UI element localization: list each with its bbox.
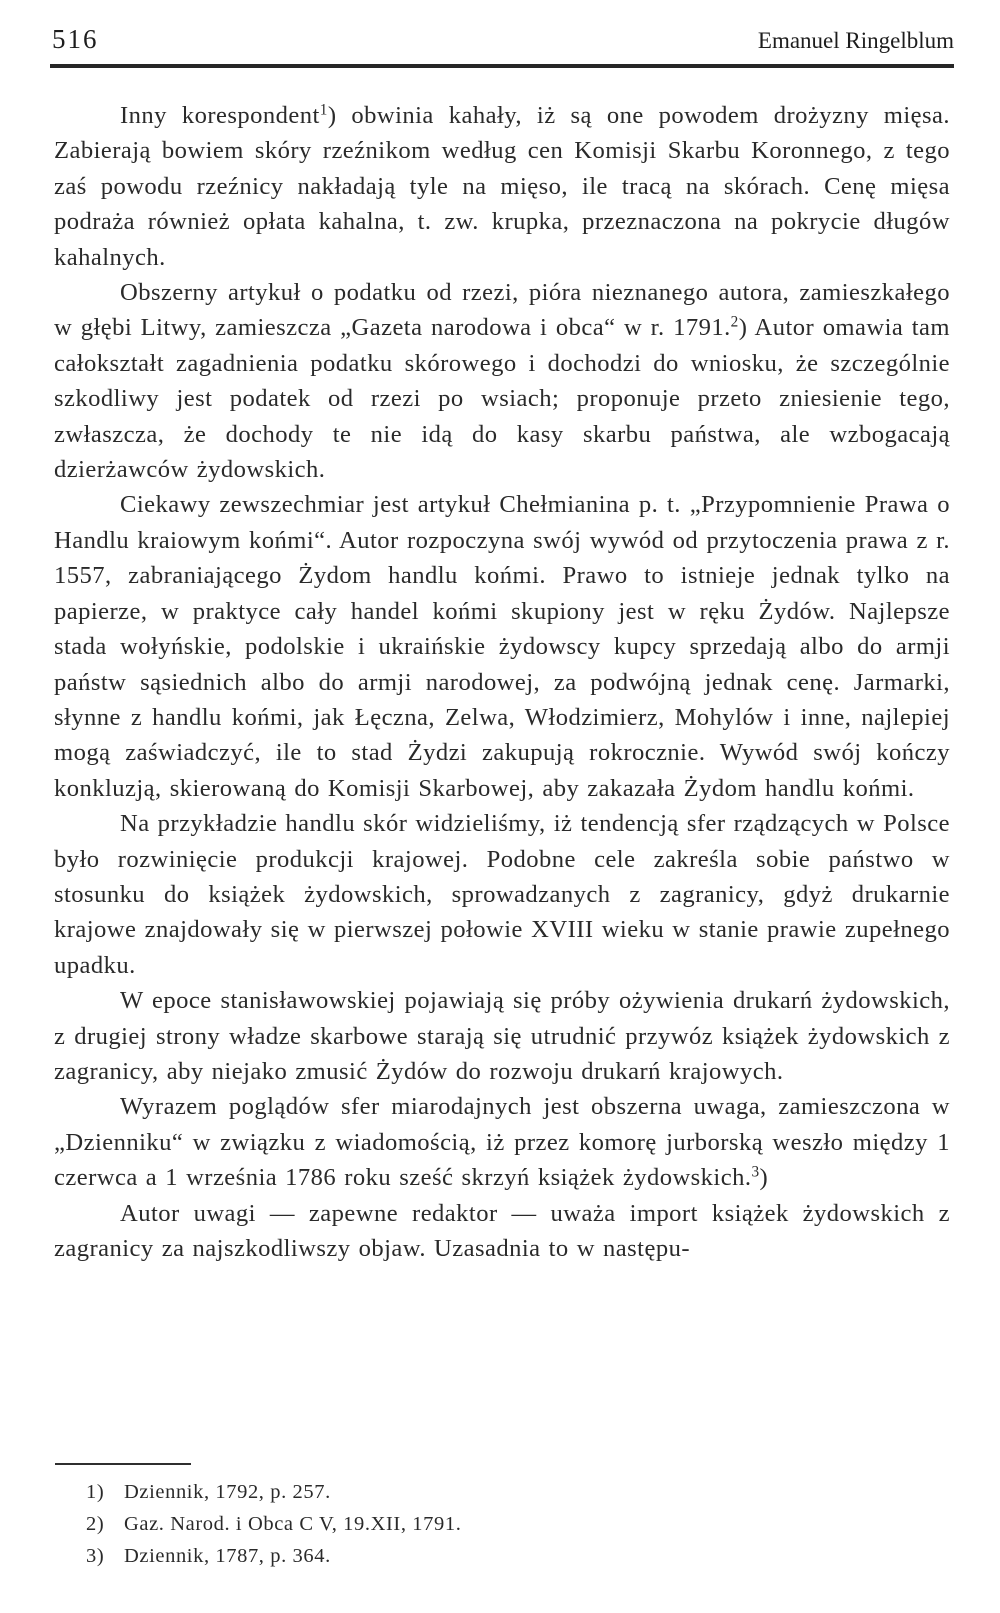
paragraph	[54, 98, 950, 275]
paragraph-text: Na przykładzie handlu skór widzieliśmy, iż tendencją sfer rządzących w Polsce było rozwinięcie produkcji krajowej. Podobne cele zakreśla sobie państwo w stosunku do książek żydowskich, sprowadzanych z zagranicy, gdyż drukarnie krajowe znajdowały się w pierwszej połowie XVIII wieku w stanie prawie zupełnego upadku.	[54, 810, 950, 979]
book-page	[46, 0, 956, 1613]
paragraph	[54, 275, 950, 487]
body-text	[54, 98, 950, 1266]
footnote-reference: 2	[730, 314, 739, 332]
footnote-text: Dziennik, 1787, p. 364.	[124, 1545, 331, 1567]
paragraph-text: Inny korespondent	[120, 102, 320, 129]
footnote	[86, 1508, 786, 1540]
paragraph	[54, 1089, 950, 1195]
footnote-marker: 1)	[86, 1481, 105, 1503]
running-head-author: Emanuel Ringelblum	[757, 28, 954, 53]
footnote-rule	[55, 1463, 191, 1465]
footnote	[86, 1476, 786, 1508]
paragraph-text: )	[759, 1164, 769, 1192]
paragraph	[54, 1196, 950, 1267]
paragraph-text: W epoce stanisławowskiej pojawiają się próby ożywienia drukarń żydowskich, z drugiej strony władze skarbowe starają się utrudnić przywóz książek żydowskich z zagranicy, aby niejako zmusić Żydów do rozwoju drukarń krajowych.	[54, 987, 950, 1085]
footnotes	[86, 1476, 786, 1572]
footnote-reference: 3	[751, 1163, 760, 1181]
paragraph-text: ) obwinia kahały, iż są one powodem drożyzny mięsa. Zabierają bowiem skóry rzeźnikom według cen Komisji Skarbu Koronnego, z tego zaś powodu rzeźnicy nakładają tyle na mięso, ile tracą na skórach. Cenę mięsa podraża również opłata kahalna, t. zw. krupka, przeznaczona na pokrycie długów kahalnych.	[54, 102, 950, 271]
footnote-marker: 2)	[86, 1513, 105, 1535]
footnote-reference: 1	[319, 101, 328, 119]
paragraph-text: Obszerny artykuł o podatku od rzezi, pióra nieznanego autora, zamieszkałego w głębi Litwy, zamieszcza „Gazeta narodowa i obca“ w r. 1791.	[54, 279, 950, 342]
footnote-text: Gaz. Narod. i Obca C V, 19.XII, 1791.	[124, 1513, 462, 1535]
page-number: 516	[52, 24, 99, 54]
footnote-text: Dziennik, 1792, p. 257.	[124, 1481, 331, 1503]
paragraph	[54, 983, 950, 1089]
footnote-marker: 3)	[86, 1545, 105, 1567]
paragraph	[54, 806, 950, 983]
paragraph-text: Ciekawy zewszechmiar jest artykuł Chełmianina p. t. „Przypomnienie Prawa o Handlu kraiowym końmi“. Autor rozpoczyna swój wywód od przytoczenia prawa z r. 1557, zabraniającego Żydom handlu końmi. Prawo to istnieje jednak tylko na papierze, w praktyce cały handel końmi skupiony jest w ręku Żydów. Najlepsze stada wołyńskie, podolskie i ukraińskie żydowscy kupcy sprzedają albo do armji państw sąsiednich albo do armji narodowej, za podwójną jednak cenę. Jarmarki, słynne z handlu końmi, jak Łęczna, Zelwa, Włodzimierz, Mohylów i inne, najlepiej mogą zaświadczyć, ile to stad Żydzi zakupują rokrocznie. Wywód swój kończy konkluzją, skierowaną do Komisji Skarbowej, aby zakazała Żydom handlu końmi.	[54, 491, 950, 802]
paragraph	[54, 487, 950, 806]
header-rule	[50, 64, 954, 68]
footnote	[86, 1540, 786, 1572]
paragraph-text: Autor uwagi — zapewne redaktor — uważa import książek żydowskich z zagranicy za najszkodliwszy objaw. Uzasadnia to w następu-	[54, 1199, 950, 1262]
paragraph-text: ) Autor omawia tam całokształt zagadnienia podatku skórowego i dochodzi do wniosku, że szczególnie szkodliwy jest podatek od rzezi po wsiach; proponuje przeto zniesienie tego, zwłaszcza, że dochody te nie idą do kasy skarbu państwa, ale wzbogacają dzierżawców żydowskich.	[54, 314, 950, 484]
running-head	[46, 22, 956, 56]
paragraph-text: Wyrazem poglądów sfer miarodajnych jest obszerna uwaga, zamieszczona w „Dzienniku“ w związku z wiadomością, iż przez komorę jurborską weszło między 1 czerwca a 1 września 1786 roku sześć skrzyń książek żydowskich.	[54, 1093, 950, 1192]
